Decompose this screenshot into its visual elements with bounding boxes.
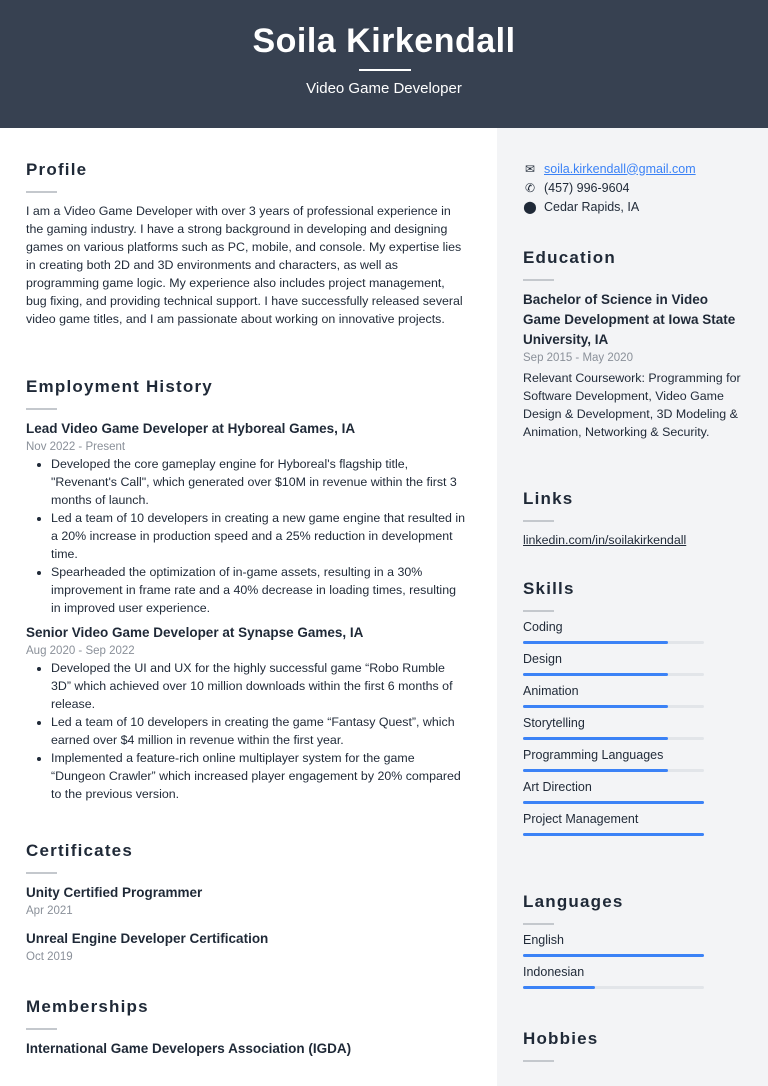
skill-name: Animation <box>523 684 579 698</box>
language-level-bar <box>523 986 704 989</box>
skill-level-bar <box>523 673 704 676</box>
language-level-fill <box>523 954 704 957</box>
divider <box>523 520 554 522</box>
languages-section <box>523 892 723 995</box>
bullet: • Developed the UI and UX for the highly successful game “Robo Rumble 3D” which achieved over 10 million downloads within the first 6 months of release. <box>51 659 468 713</box>
section-heading: Education <box>523 248 616 267</box>
section-heading: Skills <box>523 579 575 598</box>
divider <box>26 1028 57 1030</box>
skill-level-fill <box>523 801 704 804</box>
skill-level-bar <box>523 641 704 644</box>
certificate-name: Unity Certified Programmer <box>26 885 203 900</box>
job-dates: Nov 2022 - Present <box>26 441 126 453</box>
skill-name: Art Direction <box>523 780 592 794</box>
job-dates: Aug 2020 - Sep 2022 <box>26 645 135 657</box>
degree: Bachelor of Science in Video Game Development at Iowa State University, IA <box>523 292 736 347</box>
skill-name: Programming Languages <box>523 748 664 762</box>
language-name: Indonesian <box>523 965 585 979</box>
section-heading: Employment History <box>26 377 213 396</box>
skill-level-fill <box>523 769 668 772</box>
profile-section <box>26 160 468 328</box>
education-section <box>523 248 745 441</box>
map-pin-icon: ⬤ <box>523 199 537 214</box>
section-heading: Links <box>523 489 574 508</box>
certificate-date: Oct 2019 <box>26 951 73 963</box>
certificate-date: Apr 2021 <box>26 905 73 917</box>
language-level-fill <box>523 986 595 989</box>
skill-level-bar <box>523 705 704 708</box>
skill-name: Design <box>523 652 562 666</box>
envelope-icon: ✉ <box>524 161 536 176</box>
hobbies-section <box>523 1029 723 1071</box>
section-heading: Languages <box>523 892 624 911</box>
certificate-name: Unreal Engine Developer Certification <box>26 931 269 946</box>
skill-level-bar <box>523 801 704 804</box>
skill-level-fill <box>523 641 668 644</box>
skill-name: Coding <box>523 620 563 634</box>
profile-text: I am a Video Game Developer with over 3 years of professional experience in the gaming industry. I have a strong background in developing and designing games on various platforms such as PC, mobile, and console. My expertise lies in creating both 2D and 3D environments and characters, as well as programming game logic. My experience also includes project management, bug fixing, and providing technical support. I have successfully released several video game titles, and I am passionate about working on innovative projects. <box>26 204 463 326</box>
linkedin-link[interactable]: linkedin.com/in/soilakirkendall <box>523 533 687 547</box>
bullet: • Led a team of 10 developers in creating the game “Fantasy Quest”, which earned over $4 million in revenue within the first year. <box>51 713 468 749</box>
links-section <box>523 489 723 549</box>
skill-level-bar <box>523 769 704 772</box>
divider <box>26 872 57 874</box>
language-level-bar <box>523 954 704 957</box>
job-entry <box>26 419 468 617</box>
skill-name: Storytelling <box>523 716 585 730</box>
divider <box>523 1060 554 1062</box>
bullet: • Developed the core gameplay engine for Hyboreal's flagship title, "Revenant's Call", which generated over $10M in revenue within the first 3 months of launch. <box>51 455 468 509</box>
phone: (457) 996-9604 <box>544 180 630 195</box>
skills-section <box>523 579 723 842</box>
membership-item: International Game Developers Association (IGDA) <box>26 1041 352 1056</box>
job-entry <box>26 623 468 803</box>
skill-level-bar <box>523 737 704 740</box>
employment-section <box>26 377 468 803</box>
job-title: Lead Video Game Developer at Hyboreal Games, IA <box>26 421 356 436</box>
job-title: Video Game Developer <box>306 80 462 97</box>
certificates-section <box>26 841 468 965</box>
bullet: • Spearheaded the optimization of in-game assets, resulting in a 30% improvement in frame rate and a 40% decrease in loading times, resulting in improved user experience. <box>51 563 468 617</box>
divider <box>523 610 554 612</box>
skill-level-fill <box>523 705 668 708</box>
divider <box>26 408 57 410</box>
candidate-name: Soila Kirkendall <box>252 22 516 60</box>
section-heading: Hobbies <box>523 1029 599 1048</box>
section-heading: Profile <box>26 160 88 179</box>
language-name: English <box>523 933 564 947</box>
skill-level-fill <box>523 737 668 740</box>
bullet: • Implemented a feature-rich online multiplayer system for the game “Dungeon Crawler” which increased player engagement by 20% compared to the previous version. <box>51 749 468 803</box>
bullet: • Led a team of 10 developers in creating a new game engine that resulted in a 20% increase in production speed and a 25% reduction in development time. <box>51 509 468 563</box>
contact-section <box>523 159 723 216</box>
skill-level-fill <box>523 833 704 836</box>
section-heading: Certificates <box>26 841 133 860</box>
divider <box>523 279 554 281</box>
location: Cedar Rapids, IA <box>544 199 640 214</box>
education-dates: Sep 2015 - May 2020 <box>523 352 633 364</box>
email-link[interactable]: soila.kirkendall@gmail.com <box>544 161 696 176</box>
memberships-section <box>26 997 468 1059</box>
skill-level-fill <box>523 673 668 676</box>
coursework: Relevant Coursework: Programming for Software Development, Video Game Design & Development, 3D Modeling & Animation, Networking & Security. <box>523 371 741 439</box>
phone-icon: ✆ <box>524 180 536 195</box>
header-divider <box>359 69 411 71</box>
header <box>0 0 768 128</box>
divider <box>523 923 554 925</box>
section-heading: Memberships <box>26 997 149 1016</box>
job-title: Senior Video Game Developer at Synapse Games, IA <box>26 625 364 640</box>
divider <box>26 191 57 193</box>
skill-name: Project Management <box>523 812 639 826</box>
skill-level-bar <box>523 833 704 836</box>
